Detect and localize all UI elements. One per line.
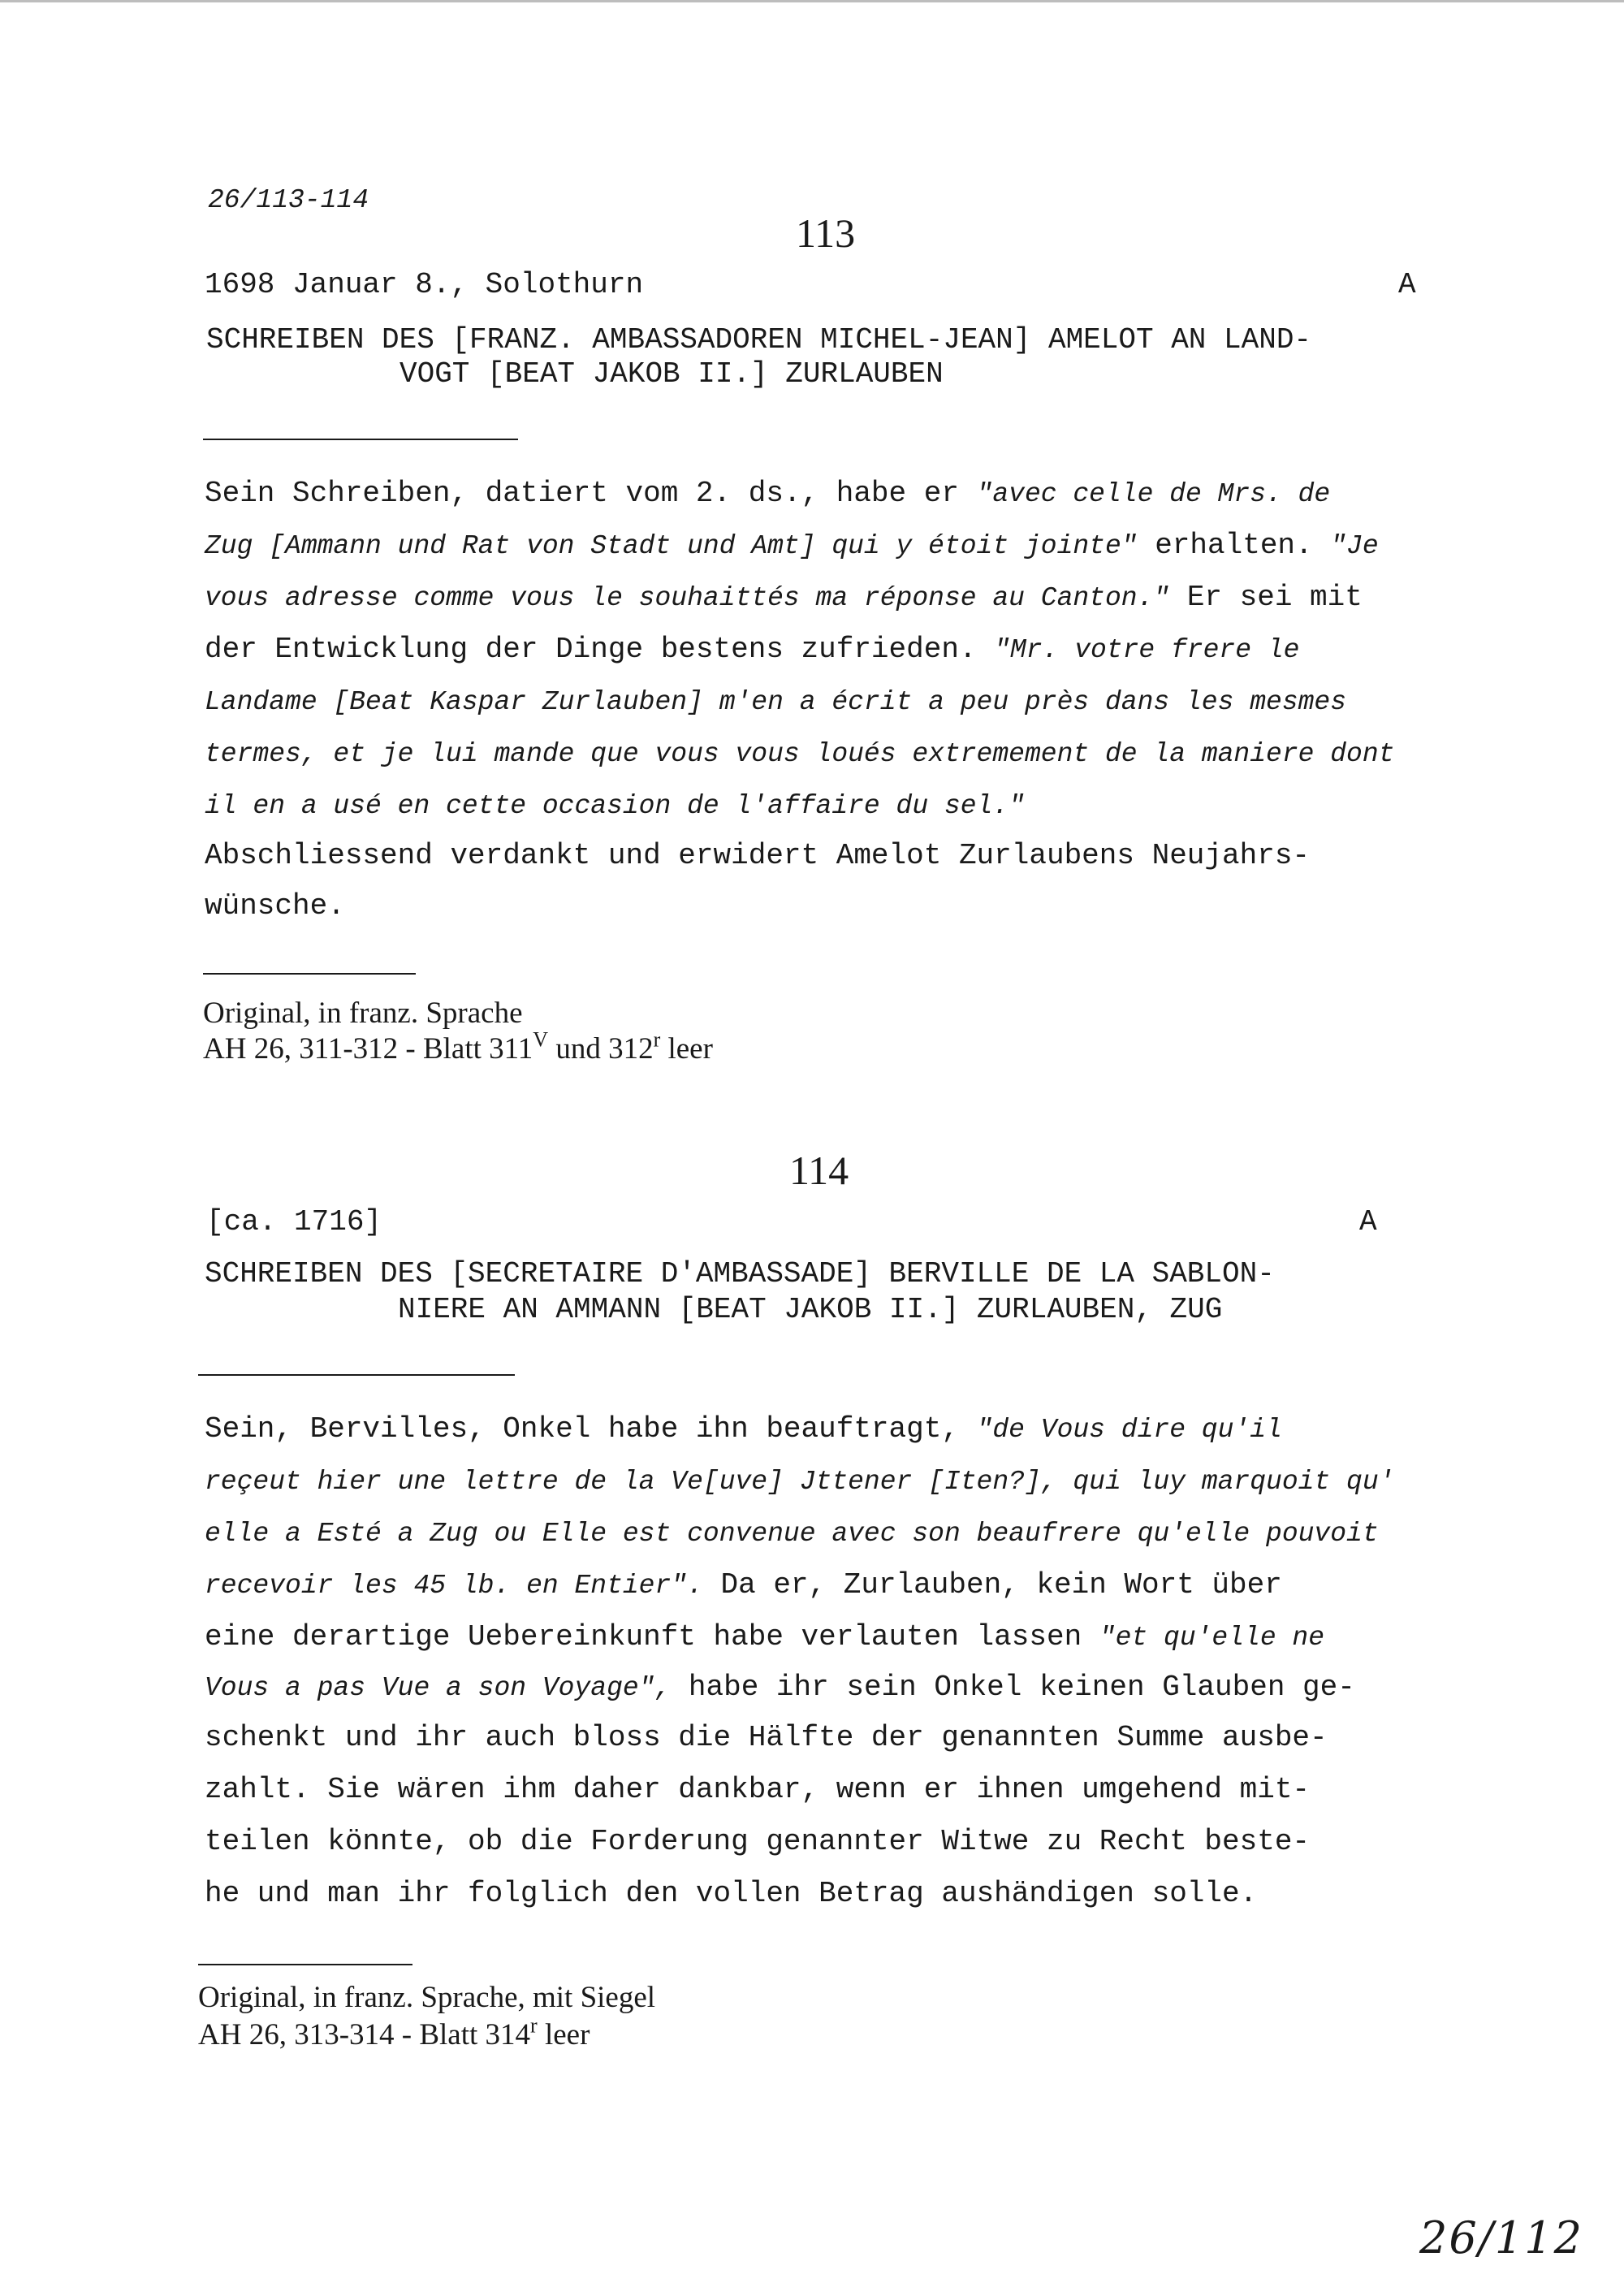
body-line: Vous a pas Vue a son Voyage", habe ihr sein Onkel keinen Glauben ge- (205, 1671, 1355, 1704)
body-line: Landame [Beat Kaspar Zurlauben] m'en a écrit a peu près dans les mesmes (205, 687, 1347, 717)
entry-heading-cont: VOGT [BEAT JAKOB II.] ZURLAUBEN (400, 357, 944, 391)
body-line: zahlt. Sie wären ihm daher dankbar, wenn er ihnen umgehend mit- (205, 1773, 1311, 1806)
entry-date-place: [ca. 1716] (206, 1205, 382, 1239)
body-line: Zug [Ammann und Rat von Stadt und Amt] qui y étoit jointe" erhalten. "Je (205, 529, 1379, 562)
body-line: der Entwicklung der Dinge bestens zufrieden. "Mr. votre frere le (205, 633, 1300, 666)
body-line: Sein, Bervilles, Onkel habe ihn beauftragt, "de Vous dire qu'il (205, 1412, 1282, 1446)
body-line: recevoir les 45 lb. en Entier". Da er, Zurlauben, kein Wort über (205, 1568, 1282, 1602)
entry-heading-cont: NIERE AN AMMANN [BEAT JAKOB II.] ZURLAUBEN, ZUG (398, 1293, 1223, 1326)
entry-number: 113 (796, 210, 856, 256)
body-line: Sein Schreiben, datiert vom 2. ds., habe er "avec celle de Mrs. de (205, 477, 1331, 510)
body-line: vous adresse comme vous le souhaittés ma réponse au Canton." Er sei mit (205, 581, 1363, 614)
body-line: he und man ihr folglich den vollen Betrag aushändigen solle. (205, 1877, 1258, 1910)
source-note: Original, in franz. Sprache (203, 997, 523, 1030)
scan-top-edge (0, 0, 1624, 2)
entry-heading: SCHREIBEN DES [SECRETAIRE D'AMBASSADE] BERVILLE DE LA SABLON- (205, 1257, 1275, 1290)
heading-divider (198, 1374, 515, 1376)
body-line: schenkt und ihr auch bloss die Hälfte der genannten Summe ausbe- (205, 1721, 1328, 1754)
body-line: wünsche. (205, 889, 345, 923)
source-note: Original, in franz. Sprache, mit Siegel (198, 1981, 656, 2014)
footnote-divider (198, 1964, 412, 1965)
footnote-divider (203, 973, 416, 975)
archive-reference: AH 26, 311-312 - Blatt $311^V$ und 312$^r$ leer (203, 1027, 713, 1066)
entry-type-letter: A (1398, 268, 1416, 301)
body-line: elle a Esté a Zug ou Elle est convenue avec son beaufrere qu'elle pouvoit (205, 1519, 1379, 1549)
heading-divider (203, 439, 518, 440)
body-line: teilen könnte, ob die Forderung genannter Witwe zu Recht beste- (205, 1825, 1311, 1858)
entry-date-place: 1698 Januar 8., Solothurn (205, 268, 644, 301)
entry-type-letter: A (1359, 1205, 1377, 1239)
body-line: termes, et je lui mande que vous vous loués extremement de la maniere dont (205, 739, 1395, 769)
entry-number: 114 (789, 1148, 849, 1193)
body-line: Abschliessend verdankt und erwidert Amelot Zurlaubens Neujahrs- (205, 839, 1311, 872)
archive-reference: AH 26, 313-314 - Blatt 314$^r$ leer (198, 2013, 590, 2051)
page-reference: 26/113-114 (208, 185, 369, 215)
handwritten-folio-number: 26/112 (1419, 2212, 1583, 2263)
body-line: reçeut hier une lettre de la Ve[uve] Jttener [Iten?], qui luy marquoit qu' (205, 1467, 1395, 1497)
body-line: eine derartige Uebereinkunft habe verlauten lassen "et qu'elle ne (205, 1620, 1325, 1654)
entry-heading: SCHREIBEN DES [FRANZ. AMBASSADOREN MICHEL-JEAN] AMELOT AN LAND- (206, 323, 1312, 357)
body-line: il en a usé en cette occasion de l'affaire du sel." (205, 791, 1025, 821)
